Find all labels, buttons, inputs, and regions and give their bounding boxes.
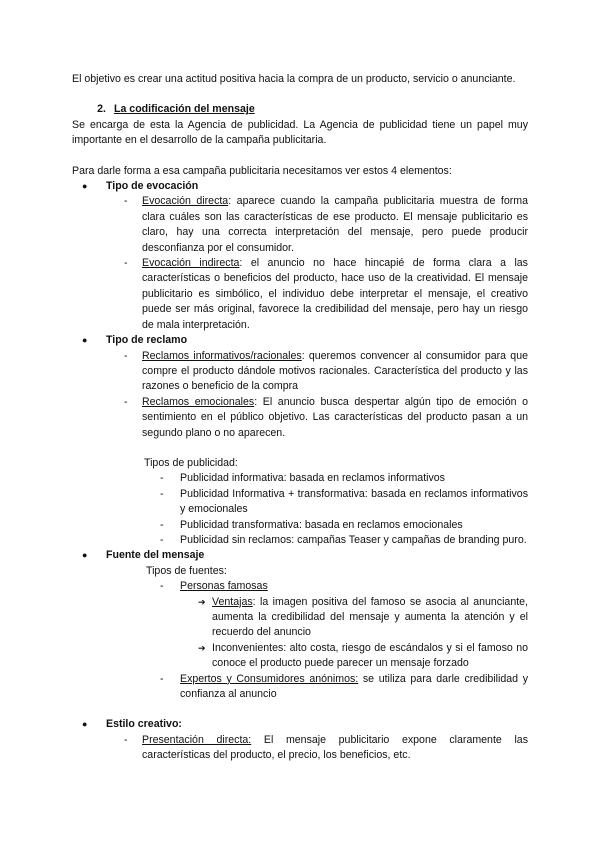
bullet-icon: ●: [82, 719, 88, 730]
bullet-fuente: [82, 548, 528, 563]
term-text: se utiliza para darle credibilidad y confianza al anuncio: [180, 672, 528, 701]
term: Ventajas: [212, 595, 253, 608]
list-item: [124, 733, 528, 764]
dash-icon: -: [124, 349, 128, 362]
tipos-publicidad-label: Tipos de publicidad:: [144, 456, 238, 469]
list-item: [124, 349, 528, 395]
list-item: [160, 533, 528, 548]
term: Reclamos informativos/racionales: [142, 349, 302, 362]
term: Evocación directa: [142, 195, 229, 208]
term-text: : queremos convencer al consumidor para que compre el producto dándole motivos racionales. Característica del producto y las razones o beneficio de la compra: [142, 349, 528, 393]
list-item: [124, 395, 528, 441]
arrow-icon: ➔: [198, 642, 206, 653]
dash-icon: -: [160, 580, 164, 593]
section-paragraph-1: Se encarga de esta la Agencia de publicidad. La Agencia de publicidad tiene un papel muy importante en el desarrollo de la campaña publicitaria.: [72, 118, 528, 147]
bullet-icon: ●: [82, 181, 88, 192]
famosas-label: Personas famosas: [180, 580, 268, 593]
tipo-publicidad: Publicidad informativa: basada en reclamos informativos: [180, 472, 445, 485]
dash-icon: -: [160, 672, 164, 685]
term-text: : aparece cuando la campaña publicitaria muestra de forma clara cuáles son las características de ese producto. El mensaje publicitario es claro, hay una correcta interpretación del mensaje, pero puede producir desconfianza por el consumidor.: [142, 195, 528, 254]
dash-icon: -: [160, 487, 164, 500]
arrow-icon: ➔: [198, 596, 206, 607]
list-item: [160, 487, 528, 518]
section-title: La codificación del mensaje: [114, 103, 255, 116]
bullet-reclamo: [82, 333, 528, 348]
intro-paragraph: El objetivo es crear una actitud positiva hacia la compra de un producto, servicio o anunciante.: [72, 73, 516, 85]
term: Presentación directa:: [142, 733, 252, 746]
list-item: [160, 579, 528, 594]
dash-icon: -: [124, 733, 128, 746]
bullet-icon: ●: [82, 550, 88, 561]
term-text: : El anuncio busca despertar algún tipo de emoción o sentimiento en el público objetivo. Las características del producto pasan a un segundo plano o no aparecen.: [142, 395, 528, 439]
section-heading: [72, 102, 528, 117]
list-item: [160, 672, 528, 703]
dash-icon: -: [124, 395, 128, 408]
term-text: : la imagen positiva del famoso se asocia al anunciante, aumenta la credibilidad del mensaje y aumenta la atención y el recuerdo del anuncio: [212, 595, 528, 639]
list-item: [160, 518, 528, 533]
list-item: [198, 595, 528, 641]
inconvenientes-text: Inconvenientes: alto costa, riesgo de escándalos y si el famoso no conoce el producto puede parecer un mensaje forzado: [212, 641, 528, 670]
bullet-label: Estilo creativo:: [106, 718, 182, 731]
bullet-icon: ●: [82, 335, 88, 346]
dash-icon: -: [160, 518, 164, 531]
bullet-estilo: [82, 717, 528, 732]
list-item: [198, 641, 528, 672]
bullet-label: Tipo de evocación: [106, 180, 199, 193]
term: Reclamos emocionales: [142, 395, 255, 408]
dash-icon: -: [160, 533, 164, 546]
term: Evocación indirecta: [142, 257, 240, 270]
term-text: El mensaje publicitario expone claramente las características del producto, el precio, los beneficios, etc.: [142, 733, 528, 762]
bullet-label: Fuente del mensaje: [106, 549, 205, 562]
term-text: : el anuncio no hace hincapié de forma clara a las características o beneficios del producto, hace uso de la creatividad. El mensaje publicitario es simbólico, el individuo debe interpretar el mensaje, el creativo puede ser más original, favorece la credibilidad del mensaje, pero hay un riesgo de mala interpretación.: [142, 257, 528, 331]
list-item: [160, 471, 528, 486]
tipo-publicidad: Publicidad transformativa: basada en reclamos emocionales: [180, 518, 463, 531]
tipos-fuentes-label: Tipos de fuentes:: [146, 564, 227, 577]
dash-icon: -: [124, 195, 128, 208]
section-paragraph-2: Para darle forma a esa campaña publicitaria necesitamos ver estos 4 elementos:: [72, 164, 452, 177]
tipo-publicidad: Publicidad sin reclamos: campañas Teaser y campañas de branding puro.: [180, 533, 527, 546]
list-item: [124, 256, 528, 333]
bullet-evocacion: [82, 179, 528, 194]
bullet-label: Tipo de reclamo: [106, 334, 188, 347]
tipo-publicidad: Publicidad Informativa + transformativa: basada en reclamos informativos y emocionales: [180, 487, 528, 516]
document-page: [72, 72, 528, 764]
term: Expertos y Consumidores anónimos:: [180, 672, 359, 685]
dash-icon: -: [124, 257, 128, 270]
dash-icon: -: [160, 472, 164, 485]
section-number: 2.: [97, 103, 106, 116]
list-item: [124, 194, 528, 256]
